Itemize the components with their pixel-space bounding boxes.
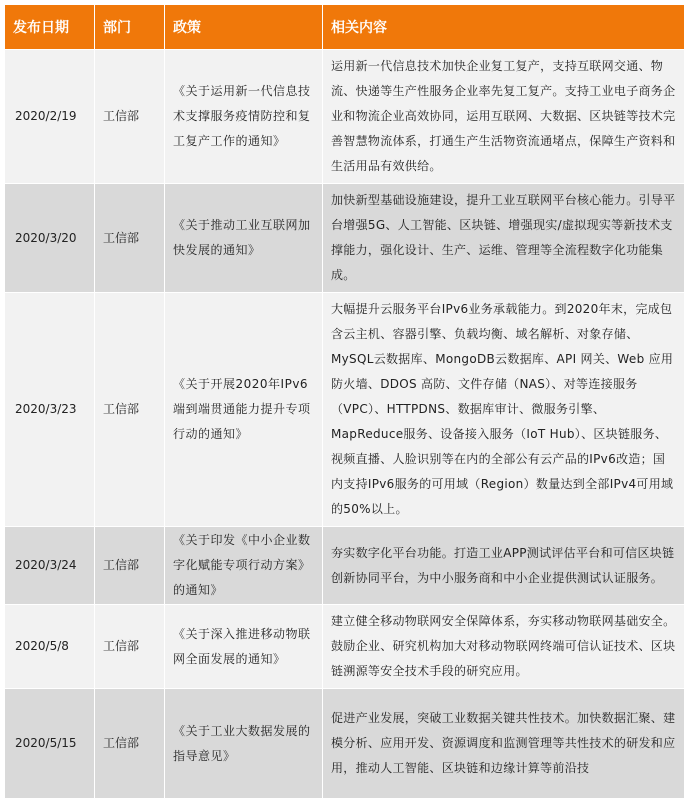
cell-date: 2020/3/24 bbox=[5, 527, 95, 605]
table-row bbox=[5, 184, 685, 293]
cell-policy: 《关于推动工业互联网加快发展的通知》 bbox=[165, 184, 323, 293]
table-row bbox=[5, 689, 685, 799]
header-dept: 部门 bbox=[95, 5, 165, 50]
cell-policy: 《关于深入推进移动物联网全面发展的通知》 bbox=[165, 605, 323, 689]
cell-dept: 工信部 bbox=[95, 527, 165, 605]
cell-content: 加快新型基础设施建设，提升工业互联网平台核心能力。引导平台增强5G、人工智能、区块链、增强现实/虚拟现实等新技术支撑能力，强化设计、生产、运维、管理等全流程数字化功能集成。 bbox=[323, 184, 685, 293]
cell-policy: 《关于工业大数据发展的指导意见》 bbox=[165, 689, 323, 799]
cell-dept: 工信部 bbox=[95, 184, 165, 293]
cell-dept: 工信部 bbox=[95, 605, 165, 689]
cell-dept: 工信部 bbox=[95, 689, 165, 799]
cell-content: 运用新一代信息技术加快企业复工复产，支持互联网交通、物流、快递等生产性服务企业率先复工复产。支持工业电子商务企业和物流企业高效协同，运用互联网、大数据、区块链等技术完善智慧物流体系，打通生产生活物资流通堵点，保障生产资料和生活用品有效供给。 bbox=[323, 50, 685, 184]
table-row bbox=[5, 293, 685, 527]
cell-dept: 工信部 bbox=[95, 293, 165, 527]
cell-content: 夯实数字化平台功能。打造工业APP测试评估平台和可信区块链创新协同平台，为中小服务商和中小企业提供测试认证服务。 bbox=[323, 527, 685, 605]
cell-policy: 《关于印发《中小企业数字化赋能专项行动方案》的通知》 bbox=[165, 527, 323, 605]
cell-policy: 《关于运用新一代信息技术支撑服务疫情防控和复工复产工作的通知》 bbox=[165, 50, 323, 184]
policy-table bbox=[4, 4, 685, 799]
cell-policy: 《关于开展2020年IPv6端到端贯通能力提升专项行动的通知》 bbox=[165, 293, 323, 527]
cell-date: 2020/3/23 bbox=[5, 293, 95, 527]
cell-date: 2020/2/19 bbox=[5, 50, 95, 184]
cell-content: 建立健全移动物联网安全保障体系，夯实移动物联网基础安全。鼓励企业、研究机构加大对移动物联网终端可信认证技术、区块链溯源等安全技术手段的研究应用。 bbox=[323, 605, 685, 689]
header-policy: 政策 bbox=[165, 5, 323, 50]
cell-date: 2020/5/15 bbox=[5, 689, 95, 799]
cell-date: 2020/3/20 bbox=[5, 184, 95, 293]
table-row bbox=[5, 605, 685, 689]
header-date: 发布日期 bbox=[5, 5, 95, 50]
table-row bbox=[5, 527, 685, 605]
cell-content: 大幅提升云服务平台IPv6业务承载能力。到2020年末，完成包含云主机、容器引擎、负载均衡、域名解析、对象存储、MySQL云数据库、MongoDB云数据库、API 网关、Web 应用防火墙、DDOS 高防、文件存储（NAS）、对等连接服务（VPC）、HTTPDNS、数据库审计、微服务引擎、MapReduce服务、设备接入服务（IoT Hub）、区块链服务、视频直播、人脸识别等在内的全部公有云产品的IPv6改造；国内支持IPv6服务的可用域（Region）数量达到全部IPv4可用域的50%以上。 bbox=[323, 293, 685, 527]
cell-date: 2020/5/8 bbox=[5, 605, 95, 689]
header-content: 相关内容 bbox=[323, 5, 685, 50]
cell-content: 促进产业发展，突破工业数据关键共性技术。加快数据汇聚、建模分析、应用开发、资源调度和监测管理等共性技术的研发和应用，推动人工智能、区块链和边缘计算等前沿技 bbox=[323, 689, 685, 799]
table-row bbox=[5, 50, 685, 184]
table-header-row bbox=[5, 5, 685, 50]
cell-dept: 工信部 bbox=[95, 50, 165, 184]
